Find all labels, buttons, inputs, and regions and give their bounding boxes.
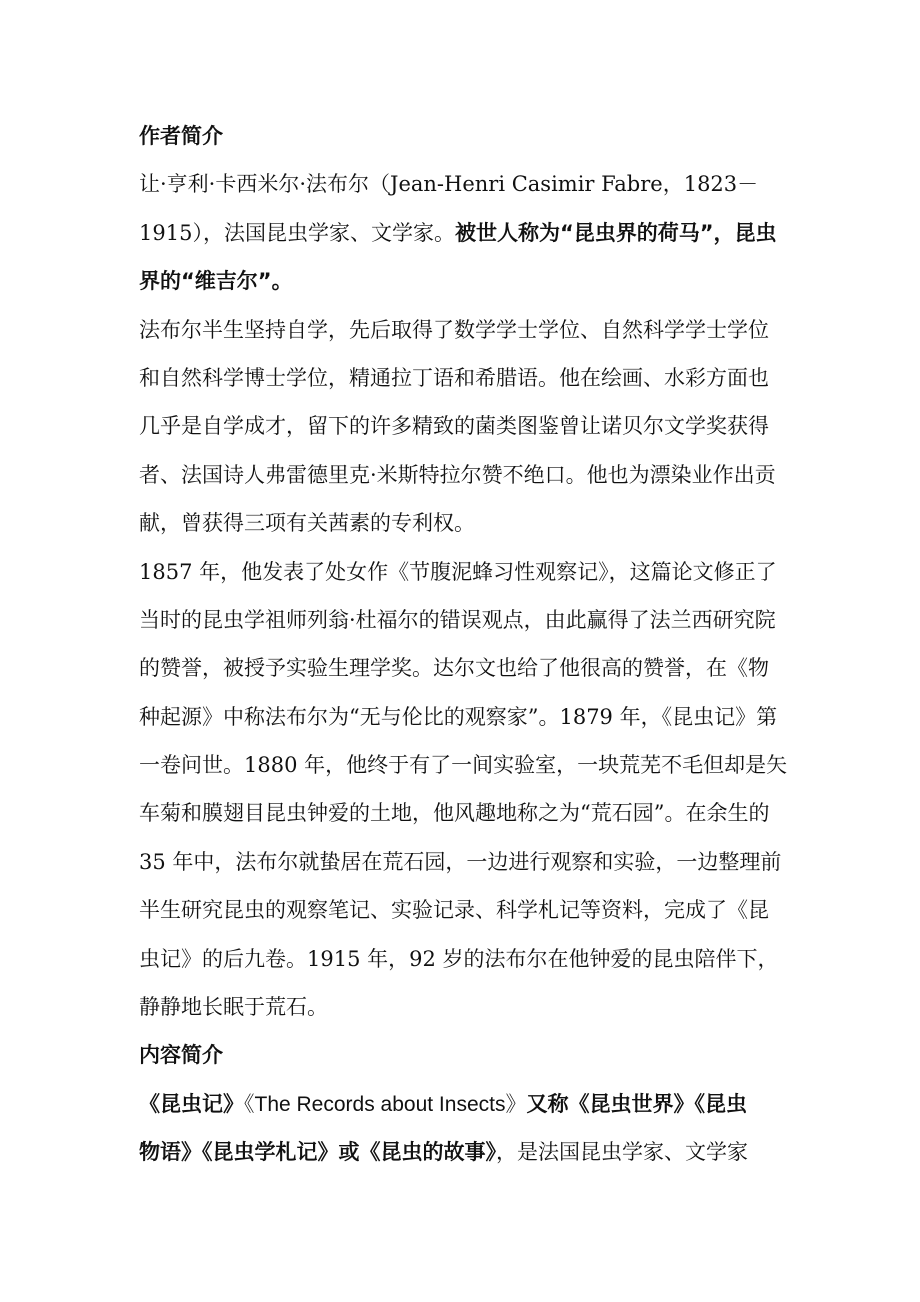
bio-line: 者、法国诗人弗雷德里克·米斯特拉尔赞不绝口。他也为漂染业作出贡 [139, 462, 776, 487]
bio-line: 几乎是自学成才，留下的许多精致的菌类图鉴曾让诺贝尔文学奖获得 [139, 414, 769, 439]
author-intro-line-1: 让·亨利·卡西米尔·法布尔（Jean-Henri Casimir Fabre，1823－ [139, 172, 759, 197]
content-heading: 内容简介 [139, 1043, 223, 1068]
alternate-titles-bold-text: 又称《昆虫世界》《昆虫 [526, 1091, 747, 1116]
bio-line: 和自然科学博士学位，精通拉丁语和希腊语。他在绘画、水彩方面也 [139, 365, 769, 390]
author-heading: 作者简介 [139, 124, 223, 148]
author-intro-normal-text: 1915），法国昆虫学家、文学家。 [139, 220, 455, 245]
content-description-text: ，是法国昆虫学家、文学家 [496, 1140, 748, 1165]
book-title-bold-text: 《昆虫记》 [139, 1091, 244, 1116]
author-bio-paragraph [139, 306, 779, 548]
english-title-text: 《The Records about Insects》 [244, 1092, 527, 1116]
author-intro-line-2 [139, 209, 779, 257]
career-line: 一卷问世。1880 年，他终于有了一间实验室，一块荒芜不毛但却是矢 [139, 753, 788, 778]
career-line: 当时的昆虫学祖师列翁·杜福尔的错误观点，由此赢得了法兰西研究院 [139, 607, 776, 632]
author-intro-line-3: 界的“维吉尔”。 [139, 269, 293, 294]
document-text [139, 112, 788, 1177]
bio-line: 献，曾获得三项有关茜素的专利权。 [139, 511, 475, 536]
career-line: 静静地长眠于荒石。 [139, 995, 328, 1020]
career-line: 种起源》中称法布尔为“无与伦比的观察家”。1879 年，《昆虫记》第 [139, 704, 778, 729]
alternate-titles-continued-bold-text: 物语》《昆虫学札记》或《昆虫的故事》 [139, 1140, 496, 1165]
content-line-1 [139, 1080, 779, 1128]
career-line: 1857 年，他发表了处女作《节腹泥蜂习性观察记》，这篇论文修正了 [139, 559, 777, 584]
career-line: 半生研究昆虫的观察笔记、实验记录、科学札记等资料，完成了《昆 [139, 898, 769, 923]
bio-line: 法布尔半生坚持自学，先后取得了数学学士学位、自然科学学士学位 [139, 317, 769, 342]
career-line: 车菊和膜翅目昆虫钟爱的土地，他风趣地称之为“荒石园”。在余生的 [139, 801, 770, 826]
career-line: 35 年中，法布尔就蛰居在荒石园，一边进行观察和实验，一边整理前 [139, 849, 782, 874]
author-epithet-bold-text: 被世人称为“昆虫界的荷马”，昆虫 [454, 220, 777, 245]
author-career-paragraph [139, 548, 788, 1032]
content-line-2 [139, 1128, 779, 1176]
career-line: 的赞誉，被授予实验生理学奖。达尔文也给了他很高的赞誉，在《物 [139, 656, 769, 681]
career-line: 虫记》的后九卷。1915 年，92 岁的法布尔在他钟爱的昆虫陪伴下， [139, 946, 779, 971]
